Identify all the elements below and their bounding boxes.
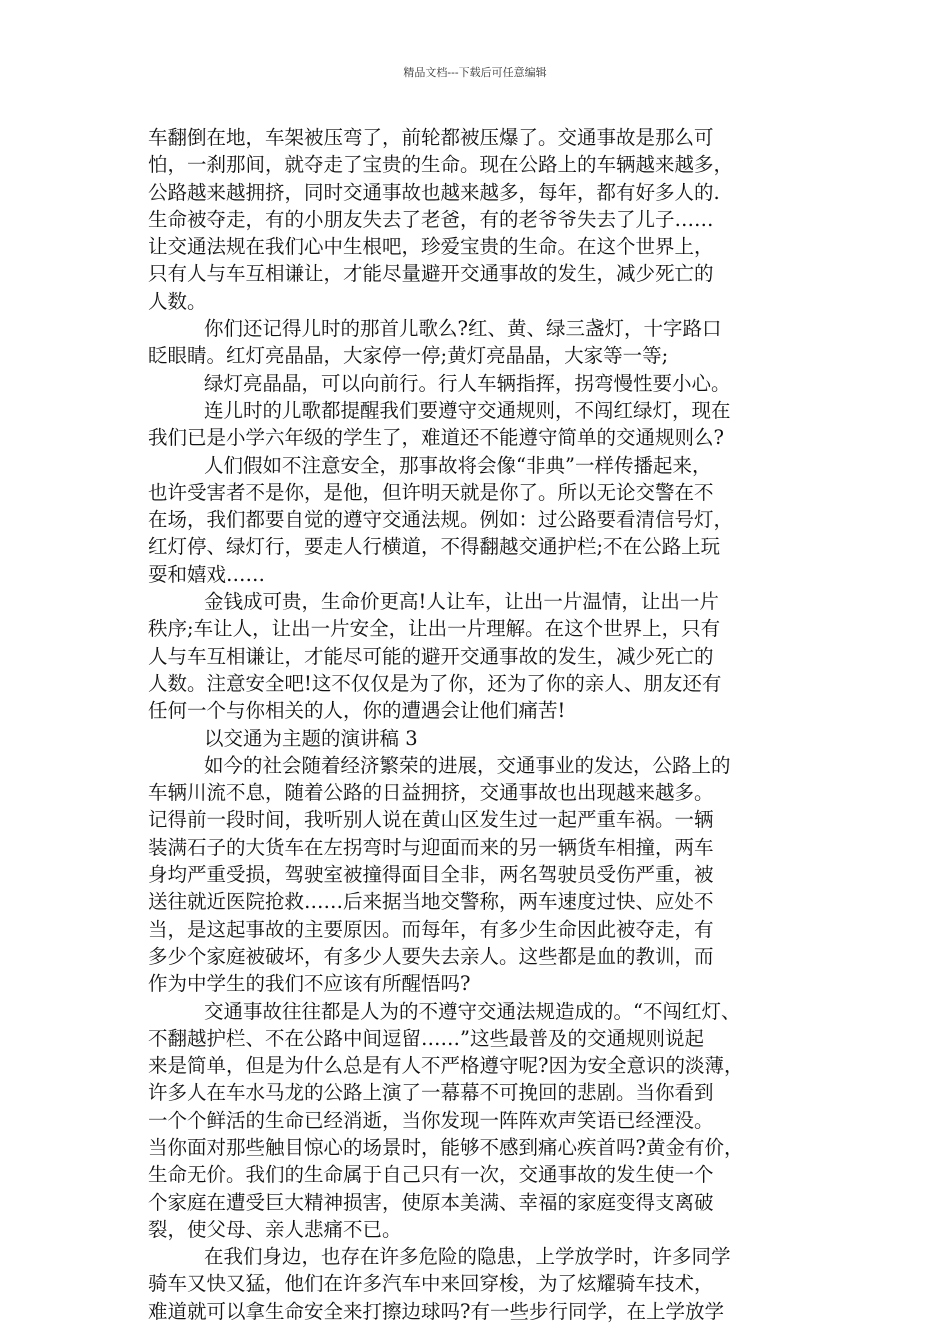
text-line: 车辆川流不息，随着公路的日益拥挤，交通事故也出现越来越多。: [148, 781, 714, 805]
text-line: 也许受害者不是你，是他，但许明天就是你了。所以无论交警在不: [148, 480, 714, 504]
text-line: 车翻倒在地，车架被压弯了，前轮都被压爆了。交通事故是那么可: [148, 126, 714, 149]
text-line: 人数。: [148, 289, 207, 313]
text-line: 在我们身边，也存在许多危险的隐患，上学放学时，许多同学: [204, 1245, 731, 1269]
text-line: 红灯停、绿灯行，要走人行横道，不得翻越交通护栏;不在公路上玩: [148, 535, 721, 559]
text-line: 骑车又快又猛，他们在许多汽车中来回穿梭，为了炫耀骑车技术，: [148, 1272, 714, 1296]
text-line: 公路越来越拥挤，同时交通事故也越来越多，每年，都有好多人的.: [148, 180, 720, 204]
text-line: 装满石子的大货车在左拐弯时与迎面而来的另一辆货车相撞，两车: [148, 835, 714, 859]
text-line: 以交通为主题的演讲稿 3: [204, 726, 418, 750]
text-line: 人数。注意安全吧!这不仅仅是为了你，还为了你的亲人、朋友还有: [148, 671, 722, 695]
text-line: 金钱成可贵，生命价更高!人让车，让出一片温情，让出一片: [204, 590, 719, 614]
text-line: 我们已是小学六年级的学生了，难道还不能遵守简单的交通规则么?: [148, 426, 724, 450]
text-line: 送往就近医院抢救……后来据当地交警称，两车速度过快、应处不: [148, 890, 714, 914]
text-line: 连儿时的儿歌都提醒我们要遵守交通规则，不闯红绿灯，现在: [204, 398, 731, 422]
text-line: 多少个家庭被破坏，有多少人要失去亲人。这些都是血的教训，而: [148, 944, 714, 968]
text-line: 只有人与车互相谦让，才能尽量避开交通事故的发生，减少死亡的: [148, 262, 714, 286]
text-line: 身均严重受损，驾驶室被撞得面目全非，两名驾驶员受伤严重，被: [148, 863, 714, 887]
text-line: 生命被夺走，有的小朋友失去了老爸，有的老爷爷失去了儿子……: [148, 207, 714, 231]
text-line: 秩序;车让人，让出一片安全，让出一片理解。在这个世界上，只有: [148, 617, 721, 641]
text-line: 难道就可以拿生命安全来打擦边球吗?有一些步行同学，在上学放学: [148, 1299, 724, 1323]
text-line: 不翻越护栏、不在公路中间逗留……”这些最普及的交通规则说起: [148, 1026, 704, 1050]
text-line: 一个个鲜活的生命已经消逝，当你发现一阵阵欢声笑语已经湮没。: [148, 1108, 714, 1132]
document-body: [148, 124, 813, 1325]
text-line: 裂，使父母、亲人悲痛不已。: [148, 1217, 402, 1241]
text-line: 作为中学生的我们不应该有所醒悟吗?: [148, 972, 471, 996]
text-line: 人们假如不注意安全，那事故将会像“非典”一样传播起来，: [204, 453, 712, 477]
page-header: 精品文档---下载后可任意编辑: [403, 66, 547, 79]
text-line: 人与车互相谦让，才能尽可能的避开交通事故的发生，减少死亡的: [148, 644, 714, 668]
text-line: 交通事故往往都是人为的不遵守交通法规造成的。“不闯红灯、: [204, 999, 741, 1023]
text-line: 任何一个与你相关的人，你的遭遇会让他们痛苦!: [148, 699, 566, 723]
text-line: 眨眼睛。红灯亮晶晶，大家停一停;黄灯亮晶晶，大家等一等;: [148, 344, 669, 368]
text-line: 生命无价。我们的生命属于自己只有一次，交通事故的发生使一个: [148, 1163, 714, 1187]
text-line: 许多人在车水马龙的公路上演了一幕幕不可挽回的悲剧。当你看到: [148, 1081, 714, 1105]
text-line: 让交通法规在我们心中生根吧，珍爱宝贵的生命。在这个世界上，: [148, 235, 714, 259]
text-line: 当你面对那些触目惊心的场景时，能够不感到痛心疾首吗?黄金有价，: [148, 1135, 744, 1159]
text-line: 绿灯亮晶晶，可以向前行。行人车辆指挥，拐弯慢性要小心。: [204, 371, 731, 395]
text-line: 在场，我们都要自觉的遵守交通法规。例如：过公路要看清信号灯，: [148, 508, 734, 532]
text-line: 你们还记得儿时的那首儿歌么?红、黄、绿三盏灯，十字路口: [204, 317, 722, 341]
text-line: 耍和嬉戏……: [148, 562, 266, 586]
text-line: 记得前一段时间，我听别人说在黄山区发生过一起严重车祸。一辆: [148, 808, 714, 832]
text-line: 当，是这起事故的主要原因。而每年，有多少生命因此被夺走，有: [148, 917, 714, 941]
text-line: 来是简单，但是为什么总是有人不严格遵守呢?因为安全意识的淡薄，: [148, 1054, 744, 1078]
text-line: 如今的社会随着经济繁荣的进展，交通事业的发达，公路上的: [204, 753, 731, 777]
text-line: 个家庭在遭受巨大精神损害，使原本美满、幸福的家庭变得支离破: [148, 1190, 714, 1214]
text-line: 怕，一刹那间，就夺走了宝贵的生命。现在公路上的车辆越来越多，: [148, 153, 734, 177]
